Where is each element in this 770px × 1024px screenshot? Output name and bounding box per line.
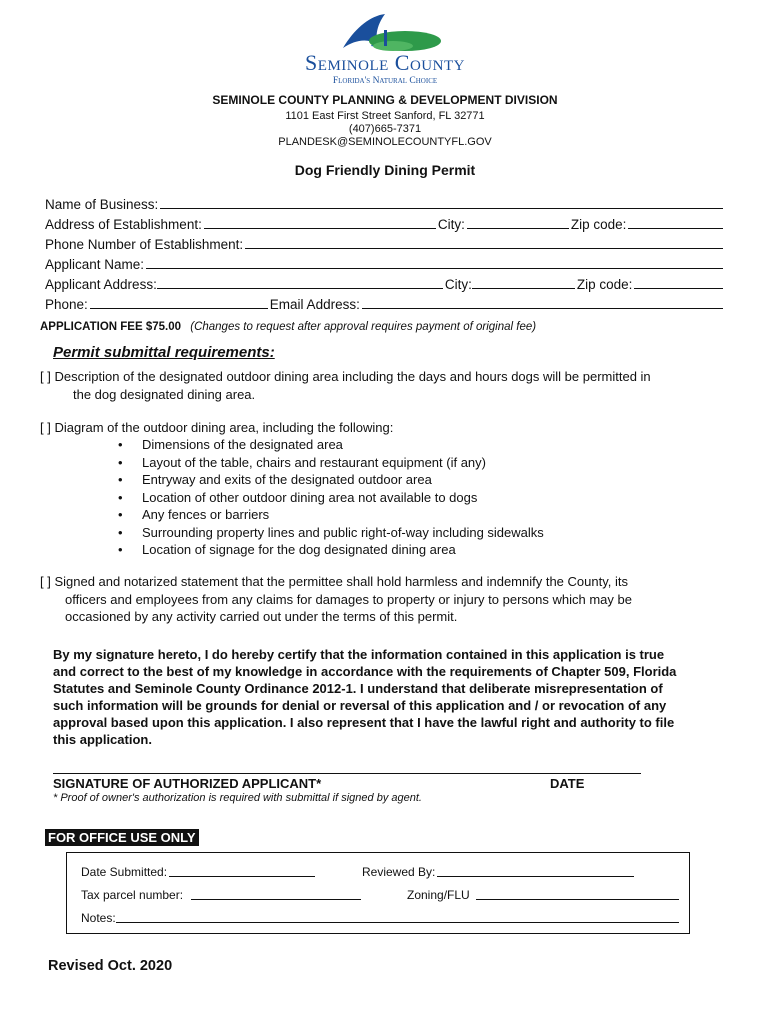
certification-line: Statutes and Seminole County Ordinance 2012-1. I understand that deliberate misrepresentation of xyxy=(53,681,663,696)
establishment-phone-row xyxy=(45,234,725,252)
applicant-address-row xyxy=(45,274,725,292)
zoning-field[interactable] xyxy=(476,887,679,900)
office-use-box xyxy=(66,852,690,934)
establishment-zip-field[interactable] xyxy=(628,214,723,229)
zoning-label: Zoning/FLU xyxy=(407,888,470,902)
application-fee xyxy=(40,321,536,333)
signature-label: SIGNATURE OF AUTHORIZED APPLICANT* xyxy=(53,776,322,791)
certification-line: approval based upon this application. I also represent that I have the lawful right and authority to file xyxy=(53,715,675,730)
list-item: • Surrounding property lines and public right-of-way including sidewalks xyxy=(118,524,544,542)
notes-label: Notes: xyxy=(81,911,116,925)
date-submitted-row xyxy=(81,863,317,879)
applicant-city-field[interactable] xyxy=(472,274,575,289)
requirement-3-line-3: occasioned by any activity carried out under the terms of this permit. xyxy=(65,609,458,624)
division-email: PLANDESK@SEMINOLECOUNTYFL.GOV xyxy=(278,136,492,148)
establishment-zip-label: Zip code: xyxy=(570,217,627,232)
email-field[interactable] xyxy=(362,294,723,309)
requirement-2: [ ] Diagram of the outdoor dining area, including the following: xyxy=(40,420,394,435)
certification-line: and correct to the best of my knowledge in accordance with the requirements of Chapter 509, Florida xyxy=(53,664,677,679)
requirement-3-line-1: [ ] Signed and notarized statement that the permittee shall hold harmless and indemnify the County, its xyxy=(40,574,628,589)
county-logo xyxy=(285,8,485,92)
fee-note: (Changes to request after approval requires payment of original fee) xyxy=(190,321,537,333)
list-item: • Entryway and exits of the designated outdoor area xyxy=(118,471,544,489)
zoning-row xyxy=(407,886,681,902)
establishment-city-label: City: xyxy=(437,217,465,232)
list-item: • Layout of the table, chairs and restaurant equipment (if any) xyxy=(118,454,544,472)
reviewed-by-row xyxy=(362,863,636,879)
applicant-address-label: Applicant Address: xyxy=(45,277,157,292)
division-address: 1101 East First Street Sanford, FL 32771 xyxy=(285,110,485,122)
signature-field[interactable] xyxy=(53,773,641,775)
notes-field[interactable] xyxy=(116,910,679,923)
applicant-name-row xyxy=(45,254,725,272)
reviewed-by-field[interactable] xyxy=(437,864,634,877)
establishment-address-field[interactable] xyxy=(204,214,436,229)
phone-field[interactable] xyxy=(90,294,268,309)
form-title: Dog Friendly Dining Permit xyxy=(294,162,476,178)
logo-tagline: Florida's Natural Choice xyxy=(332,76,438,86)
applicant-zip-label: Zip code: xyxy=(576,277,633,292)
division-name: SEMINOLE COUNTY PLANNING & DEVELOPMENT DIVISION xyxy=(212,93,558,107)
logo-name: Seminole County xyxy=(305,50,465,75)
business-name-field[interactable] xyxy=(160,194,723,209)
diagram-bullet-list xyxy=(118,436,544,559)
certification-statement xyxy=(53,646,723,748)
certification-line: By my signature hereto, I do hereby certify that the information contained in this application is true xyxy=(53,647,665,662)
business-name-row xyxy=(45,194,725,212)
applicant-city-label: City: xyxy=(444,277,472,292)
phone-label: Phone: xyxy=(45,297,88,312)
tax-parcel-label: Tax parcel number: xyxy=(81,888,184,902)
list-item: • Location of signage for the dog designated dining area xyxy=(118,541,544,559)
date-submitted-field[interactable] xyxy=(169,864,315,877)
requirement-1-line-2: the dog designated dining area. xyxy=(73,386,256,402)
certification-line: this application. xyxy=(53,732,152,747)
applicant-name-label: Applicant Name: xyxy=(45,257,145,272)
applicant-address-field[interactable] xyxy=(157,274,443,289)
fee-label: APPLICATION FEE $75.00 xyxy=(40,321,182,333)
establishment-address-label: Address of Establishment: xyxy=(45,217,202,232)
date-submitted-label: Date Submitted: xyxy=(81,865,168,879)
applicant-name-field[interactable] xyxy=(146,254,723,269)
date-label: DATE xyxy=(550,776,585,791)
division-phone: (407)665-7371 xyxy=(348,123,422,135)
establishment-city-field[interactable] xyxy=(467,214,569,229)
establishment-address-row xyxy=(45,214,725,232)
list-item: • Location of other outdoor dining area not available to dogs xyxy=(118,489,544,507)
revision-date: Revised Oct. 2020 xyxy=(48,958,173,974)
certification-line: such information will be grounds for denial or reversal of this application and / or revocation of any xyxy=(53,698,667,713)
office-use-title: FOR OFFICE USE ONLY xyxy=(45,829,199,846)
proof-note: * Proof of owner's authorization is required with submittal if signed by agent. xyxy=(53,792,422,804)
establishment-phone-field[interactable] xyxy=(245,234,723,249)
phone-email-row xyxy=(45,294,725,312)
list-item: • Any fences or barriers xyxy=(118,506,544,524)
reviewed-by-label: Reviewed By: xyxy=(362,865,436,879)
requirements-title: Permit submittal requirements: xyxy=(53,344,275,361)
list-item: • Dimensions of the designated area xyxy=(118,436,544,454)
requirement-1-line-1: [ ] Description of the designated outdoor dining area including the days and hours dogs will be permitted in xyxy=(40,369,651,384)
business-name-label: Name of Business: xyxy=(45,197,159,212)
notes-row xyxy=(81,909,681,925)
requirement-1 xyxy=(40,368,651,403)
applicant-zip-field[interactable] xyxy=(634,274,723,289)
tax-parcel-field[interactable] xyxy=(191,887,361,900)
requirement-3-line-2: officers and employees from any claims for damages to property or injury to persons which may be xyxy=(65,591,632,607)
email-label: Email Address: xyxy=(269,297,360,312)
establishment-phone-label: Phone Number of Establishment: xyxy=(45,237,244,252)
tax-parcel-row xyxy=(81,886,363,902)
requirement-3 xyxy=(40,573,632,626)
